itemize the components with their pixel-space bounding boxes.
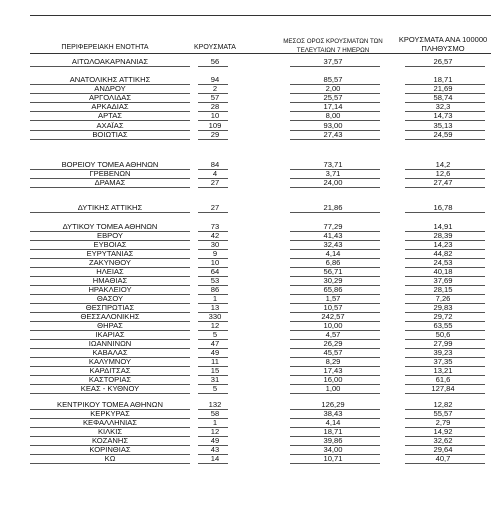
cases-cell: 64 [210,267,220,276]
table-row [0,294,501,303]
cell-underline [290,187,380,188]
region-cell: ΗΡΑΚΛΕΙΟΥ [88,285,132,294]
cases-cell: 53 [210,276,220,285]
cases-cell: 11 [211,357,219,366]
cases-cell: 15 [210,366,220,375]
cases-cell: 10 [210,258,220,267]
cases-cell: 1 [212,294,218,303]
cases-cell: 330 [208,312,222,321]
cases-cell: 10 [210,111,220,120]
cell-underline [405,66,485,67]
region-cell: ΙΩΑΝΝΙΝΩΝ [88,339,132,348]
table-row [0,258,501,267]
per-100k-cell: 14,73 [433,111,453,120]
region-cell: ΔΡΑΜΑΣ [94,178,126,187]
header-7day-average: ΜΕΣΟΣ ΟΡΟΣ ΚΡΟΥΣΜΑΤΩΝ ΤΩΝ ΤΕΛΕΥΤΑΙΩΝ 7 ΗΜΕΡΩΝ [283,38,383,54]
per-100k-cell: 7,26 [435,294,451,303]
cases-cell: 31 [210,375,220,384]
region-cell: ΚΕΝΤΡΙΚΟΥ ΤΟΜΕΑ ΑΘΗΝΩΝ [57,400,163,409]
cell-underline [198,393,228,394]
table-row [0,222,501,231]
table-row [0,75,501,84]
cases-cell: 27 [210,203,220,212]
table-row [0,375,501,384]
region-cell: ΚΑΒΑΛΑΣ [92,348,128,357]
cases-cell: 57 [210,93,220,102]
cell-underline [30,139,190,140]
table-row [0,454,501,463]
cases-cell: 4 [212,169,218,178]
cases-cell: 49 [210,348,220,357]
cases-cell: 28 [210,102,220,111]
cell-underline [30,187,190,188]
region-cell: ΒΟΡΕΙΟΥ ΤΟΜΕΑ ΑΘΗΝΩΝ [61,160,159,169]
region-cell: ΚΟΖΑΝΗΣ [91,436,129,445]
cell-underline [198,66,228,67]
average-cell: 3,71 [325,169,341,178]
cell-underline [198,463,228,464]
per-100k-cell: 28,15 [433,285,453,294]
region-cell: ΓΡΕΒΕΝΩΝ [89,169,131,178]
table-row [0,169,501,178]
region-cell: ΚΕΦΑΛΛΗΝΙΑΣ [82,418,138,427]
cases-cell: 58 [210,409,220,418]
average-cell: 8,00 [325,111,341,120]
table-row [0,102,501,111]
cases-cell: 12 [210,321,220,330]
cell-underline [198,187,228,188]
per-100k-cell: 35,13 [433,121,453,130]
per-100k-cell: 63,55 [433,321,453,330]
per-100k-cell: 32,3 [435,102,451,111]
per-100k-cell: 27,47 [433,178,453,187]
table-row [0,276,501,285]
region-cell: ΚΑΡΔΙΤΣΑΣ [89,366,131,375]
cell-underline [405,463,485,464]
cell-underline [405,139,485,140]
region-cell: ΕΥΒΟΙΑΣ [93,240,127,249]
cases-cell: 13 [210,303,220,312]
table-row [0,160,501,169]
cell-underline [290,393,380,394]
average-cell: 4,57 [325,330,341,339]
cell-underline [30,393,190,394]
average-cell: 2,00 [325,84,341,93]
region-cell: ΘΑΣΟΥ [96,294,124,303]
header-rule [30,53,491,54]
region-cell: ΚΑΛΥΜΝΟΥ [88,357,132,366]
cases-cell: 29 [210,130,220,139]
region-cell: ΚΕΡΚΥΡΑΣ [90,409,130,418]
per-100k-cell: 24,59 [433,130,453,139]
cases-cell: 42 [210,231,220,240]
average-cell: 85,57 [323,75,343,84]
header-cases: ΚΡΟΥΣΜΑΤΑ [194,44,236,51]
cases-cell: 9 [212,249,218,258]
per-100k-cell: 44,82 [433,249,453,258]
cases-cell: 5 [212,384,218,393]
per-100k-cell: 61,6 [435,375,451,384]
region-cell: ΕΒΡΟΥ [97,231,123,240]
average-cell: 16,00 [323,375,343,384]
average-cell: 10,71 [323,454,343,463]
per-100k-cell: 32,62 [433,436,453,445]
table-row [0,427,501,436]
per-100k-cell: 28,39 [433,231,453,240]
per-100k-cell: 50,6 [435,330,451,339]
average-cell: 126,29 [321,400,345,409]
cases-cell: 86 [210,285,220,294]
table-row [0,339,501,348]
region-cell: ΕΥΡΥΤΑΝΙΑΣ [86,249,134,258]
average-cell: 32,43 [323,240,343,249]
average-cell: 25,57 [323,93,343,102]
table-row [0,348,501,357]
average-cell: 8,29 [325,357,341,366]
average-cell: 6,86 [325,258,341,267]
cases-cell: 109 [208,121,222,130]
cases-cell: 2 [212,84,218,93]
table-row [0,57,501,66]
per-100k-cell: 14,91 [433,222,453,231]
table-row [0,384,501,393]
region-cell: ΑΝΑΤΟΛΙΚΗΣ ΑΤΤΙΚΗΣ [69,75,151,84]
table-row [0,178,501,187]
per-100k-cell: 21,69 [433,84,453,93]
cases-cell: 94 [210,75,220,84]
cases-cell: 1 [212,418,218,427]
table-row [0,84,501,93]
table-row [0,249,501,258]
cases-cell: 14 [210,454,220,463]
region-cell: ΚΑΣΤΟΡΙΑΣ [88,375,132,384]
cell-underline [290,212,380,213]
region-cell: ΔΥΤΙΚΗΣ ΑΤΤΙΚΗΣ [77,203,143,212]
region-cell: ΚΩ [104,454,116,463]
region-cell: ΔΥΤΙΚΟΥ ΤΟΜΕΑ ΑΘΗΝΩΝ [62,222,158,231]
region-cell: ΗΜΑΘΙΑΣ [92,276,128,285]
per-100k-cell: 27,99 [433,339,453,348]
region-cell: ΖΑΚΥΝΘΟΥ [89,258,131,267]
average-cell: 73,71 [323,160,343,169]
table-row [0,312,501,321]
region-cell: ΙΚΑΡΙΑΣ [95,330,125,339]
average-cell: 45,57 [323,348,343,357]
average-cell: 65,86 [323,285,343,294]
region-cell: ΘΗΡΑΣ [97,321,123,330]
per-100k-cell: 13,21 [433,366,453,375]
average-cell: 30,29 [323,276,343,285]
average-cell: 1,00 [325,384,341,393]
cell-underline [198,139,228,140]
per-100k-cell: 29,64 [433,445,453,454]
cases-cell: 27 [210,178,220,187]
cases-cell: 43 [210,445,220,454]
cases-cell: 73 [210,222,220,231]
per-100k-cell: 29,72 [433,312,453,321]
per-100k-cell: 12,6 [435,169,451,178]
table-row [0,130,501,139]
cases-cell: 30 [210,240,220,249]
average-cell: 77,29 [323,222,343,231]
cases-cell: 56 [210,57,220,66]
table-row [0,240,501,249]
table-row [0,357,501,366]
region-cell: ΑΧΑΪΑΣ [96,121,124,130]
cell-underline [290,463,380,464]
region-cell: ΚΙΛΚΙΣ [97,427,123,436]
table-row [0,267,501,276]
average-cell: 4,14 [325,418,341,427]
table-row [0,330,501,339]
average-cell: 10,00 [323,321,343,330]
region-cell: ΘΕΣΣΑΛΟΝΙΚΗΣ [80,312,140,321]
cases-cell: 49 [210,436,220,445]
table-row [0,121,501,130]
table-row [0,409,501,418]
top-rule [30,15,491,16]
per-100k-cell: 14,92 [433,427,453,436]
per-100k-cell: 29,83 [433,303,453,312]
average-cell: 93,00 [323,121,343,130]
cell-underline [30,463,190,464]
cell-underline [198,212,228,213]
table-row [0,445,501,454]
cases-cell: 132 [208,400,222,409]
cases-cell: 84 [210,160,220,169]
region-cell: ΑΡΓΟΛΙΔΑΣ [88,93,132,102]
cell-underline [405,187,485,188]
average-cell: 4,14 [325,249,341,258]
per-100k-cell: 12,82 [433,400,453,409]
per-100k-cell: 40,18 [433,267,453,276]
per-100k-cell: 16,78 [433,203,453,212]
average-cell: 39,86 [323,436,343,445]
table-row [0,231,501,240]
average-cell: 242,57 [321,312,345,321]
average-cell: 37,57 [323,57,343,66]
table-row [0,366,501,375]
average-cell: 24,00 [323,178,343,187]
average-cell: 18,71 [323,427,343,436]
per-100k-cell: 127,84 [431,384,455,393]
per-100k-cell: 26,57 [433,57,453,66]
average-cell: 21,86 [323,203,343,212]
cases-cell: 5 [212,330,218,339]
per-100k-cell: 18,71 [433,75,453,84]
cases-cell: 47 [210,339,220,348]
cell-underline [30,66,190,67]
cases-cell: 12 [210,427,220,436]
region-cell: ΚΕΑΣ - ΚΥΘΝΟΥ [80,384,140,393]
table-row [0,400,501,409]
table-row [0,203,501,212]
per-100k-cell: 37,35 [433,357,453,366]
region-cell: ΑΝΔΡΟΥ [94,84,126,93]
table-row [0,303,501,312]
cell-underline [290,66,380,67]
per-100k-cell: 40,7 [435,454,451,463]
table-row [0,285,501,294]
average-cell: 38,43 [323,409,343,418]
region-cell: ΘΕΣΠΡΩΤΙΑΣ [85,303,135,312]
per-100k-cell: 39,23 [433,348,453,357]
region-cell: ΑΙΤΩΛΟΑΚΑΡΝΑΝΙΑΣ [71,57,149,66]
per-100k-cell: 2,79 [435,418,451,427]
average-cell: 34,00 [323,445,343,454]
region-cell: ΗΛΕΙΑΣ [96,267,124,276]
table-row [0,111,501,120]
average-cell: 26,29 [323,339,343,348]
cell-underline [405,212,485,213]
average-cell: 27,43 [323,130,343,139]
region-cell: ΚΟΡΙΝΘΙΑΣ [89,445,131,454]
per-100k-cell: 14,2 [435,160,451,169]
table-row [0,93,501,102]
average-cell: 10,57 [323,303,343,312]
table-row [0,418,501,427]
average-cell: 56,71 [323,267,343,276]
per-100k-cell: 58,74 [433,93,453,102]
cell-underline [30,212,190,213]
header-region: ΠΕΡΙΦΕΡΕΙΑΚΗ ΕΝΟΤΗΤΑ [61,44,149,51]
region-cell: ΒΟΙΩΤΙΑΣ [92,130,128,139]
per-100k-cell: 24,53 [433,258,453,267]
region-cell: ΑΡΤΑΣ [98,111,122,120]
average-cell: 17,14 [323,102,343,111]
header-cases-per-100k: ΚΡΟΥΣΜΑΤΑ ΑΝΑ 100000 ΠΛΗΘΥΣΜΟ [398,35,488,53]
average-cell: 17,43 [323,366,343,375]
per-100k-cell: 37,69 [433,276,453,285]
per-100k-cell: 14,23 [433,240,453,249]
cell-underline [290,139,380,140]
average-cell: 1,57 [325,294,341,303]
average-cell: 41,43 [323,231,343,240]
per-100k-cell: 55,57 [433,409,453,418]
cell-underline [405,393,485,394]
table-row [0,321,501,330]
table-row [0,436,501,445]
region-cell: ΑΡΚΑΔΙΑΣ [91,102,129,111]
